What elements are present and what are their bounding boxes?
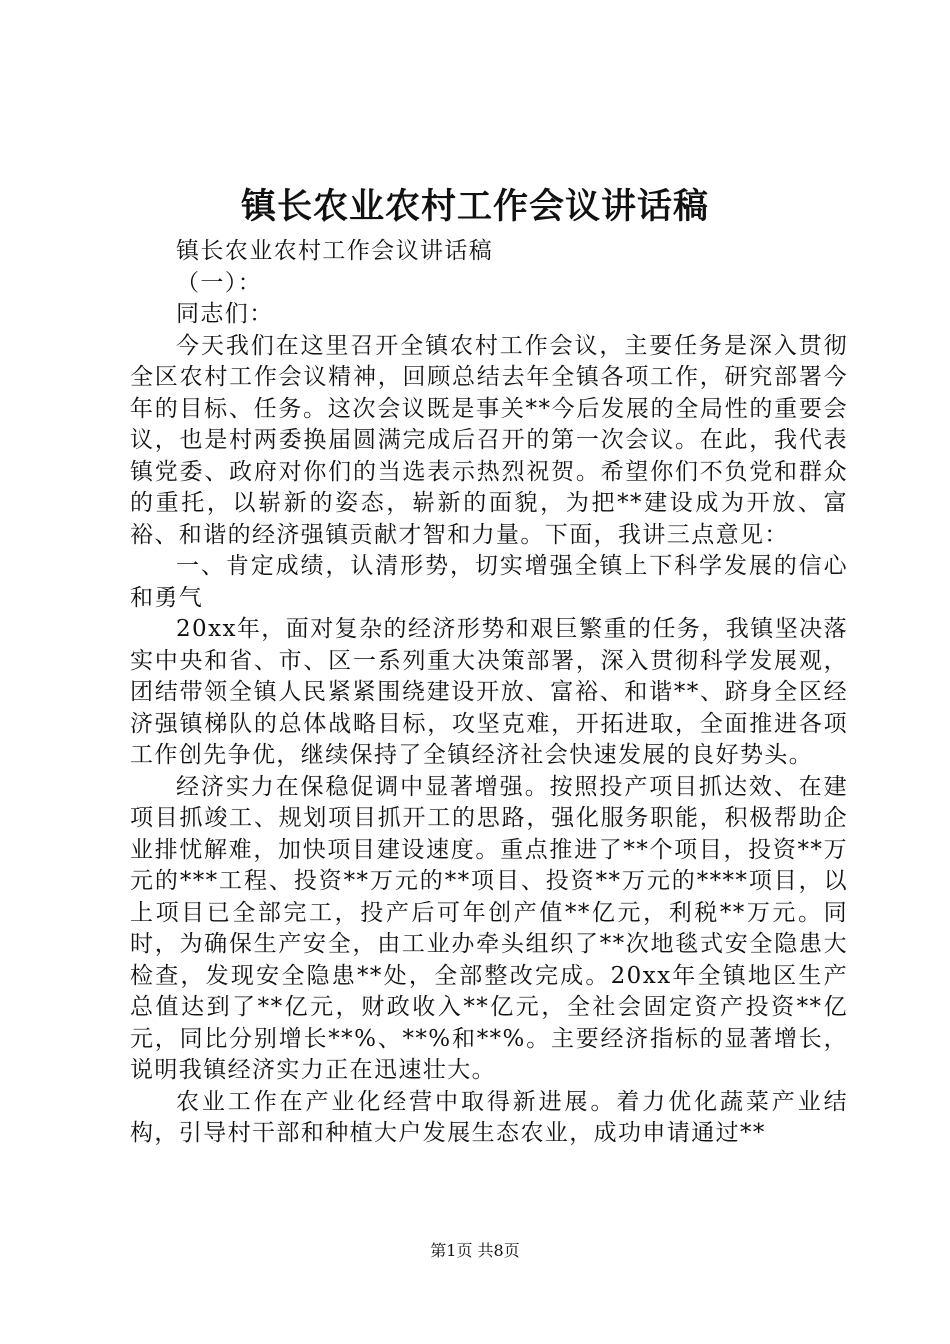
paragraph-economy: 经济实力在保稳促调中显著增强。按照投产项目抓达效、在建项目抓竣工、规划项目抓开工的思路，强化服务职能，积极帮助企业排忧解难，加快项目建设速度。重点推进了**个项目，投资**万元的***工程、投资**万元的**项目、投资**万元的****项目，以上项目已全部完工，投产后可年创产值**亿元，利税**万元。同时，为确保生产安全，由工业办牵头组织了**次地毯式安全隐患大检查，发现安全隐患**处，全部整改完成。20xx年全镇地区生产总值达到了**亿元，财政收入**亿元，全社会固定资产投资**亿元，同比分别增长**%、**%和**%。主要经济指标的显著增长，说明我镇经济实力正在迅速壮大。 <box>130 773 848 1083</box>
body-heading-line: 镇长农业农村工作会议讲话稿 <box>176 238 494 264</box>
page-footer: 第1页 共8页 <box>430 1241 520 1260</box>
document-body <box>130 236 848 1150</box>
paragraph-opening: 今天我们在这里召开全镇农村工作会议，主要任务是深入贯彻全区农村工作会议精神，回顾总结去年全镇各项工作，研究部署今年的目标、任务。这次会议既是事关**今后发展的全局性的重要会议，也是村两委换届圆满完成后召开的第一次会议。在此，我代表镇党委、政府对你们的当选表示热烈祝贺。希望你们不负党和群众的重托，以崭新的姿态，崭新的面貌，为把**建设成为开放、富裕、和谐的经济强镇贡献才智和力量。下面，我讲三点意见： <box>130 332 848 548</box>
section-number: （一）： <box>176 269 263 296</box>
document-title: 镇长农业农村工作会议讲话稿 <box>240 186 709 227</box>
paragraph-review: 20xx年，面对复杂的经济形势和艰巨繁重的任务，我镇坚决落实中央和省、市、区一系列重大决策部署，深入贯彻科学发展观，团结带领全镇人民紧紧围绕建设开放、富裕、和谐**、跻身全区经济强镇梯队的总体战略目标，攻坚克难，开拓进取，全面推进各项工作创先争优，继续保持了全镇经济社会快速发展的良好势头。 <box>130 616 848 768</box>
paragraph-section-heading: 一、肯定成绩，认清形势，切实增强全镇上下科学发展的信心和勇气 <box>130 553 848 611</box>
salutation: 同志们： <box>176 301 274 327</box>
paragraph-agriculture: 农业工作在产业化经营中取得新进展。着力优化蔬菜产业结构，引导村干部和种植大户发展生态农业，成功申请通过** <box>130 1088 848 1146</box>
